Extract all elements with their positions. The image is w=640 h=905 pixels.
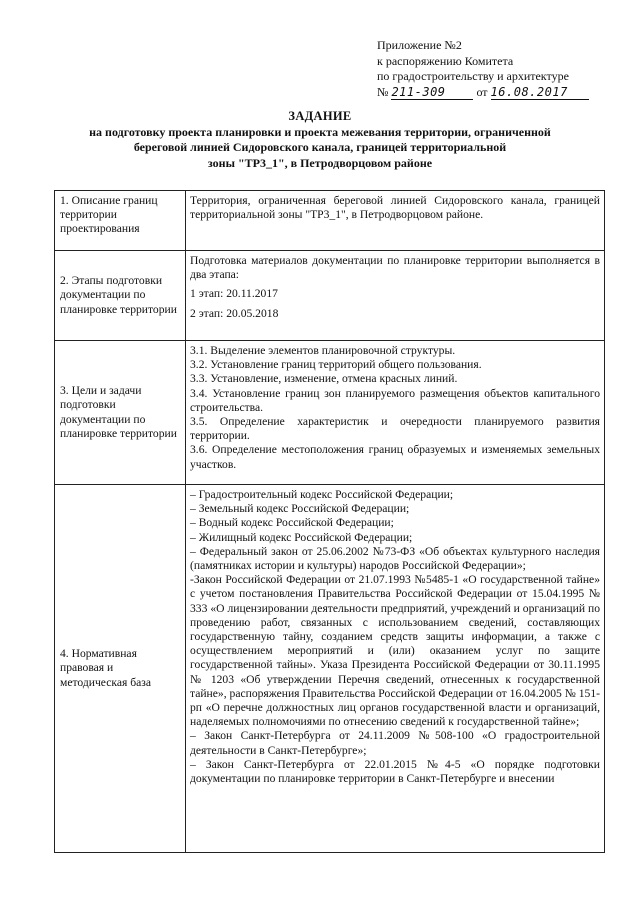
row-content (186, 485, 605, 853)
table-row (55, 191, 605, 251)
content-item: -Закон Российской Федерации от 21.07.1993 №5485-1 «О государственной тайне» с учетом постановления Правительства Российской Федерации от 15.04.1995 № 333 «О лицензировании деятельности предприятий, учреждений и организаций по проведению работ, связанных с использованием сведений, составляющих государственную тайну, созданием средств защиты информации, а также с осуществлением мероприятий и (или) оказанием услуг по защите государственной тайны». Указа Президента Российской Федерации от 30.11.1995 № 1203 «Об утверждении Перечня сведений, отнесенных к государственной тайне», распоряжения Правительства Российской Федерации от 16.04.2005 № 151-рп «О перечне должностных лиц органов государственной власти и организаций, наделяемых полномочиями по отнесению сведений к государственной тайне»; (190, 573, 600, 729)
number-prefix: № (377, 84, 389, 99)
row-content (186, 341, 605, 485)
content-item: 3.3. Установление, изменение, отмена красных линий. (190, 372, 458, 386)
appendix-line-3: по градостроительству и архитектуре (377, 69, 569, 83)
appendix-line-2: к распоряжению Комитета (377, 53, 514, 68)
content-item: 3.4. Установление границ зон планируемого размещения объектов капитального строительства. (190, 386, 600, 414)
task-table (54, 190, 605, 853)
appendix-number-line (377, 85, 617, 101)
date-prefix: от (476, 84, 488, 99)
content-paragraph: Подготовка материалов документации по планировке территории выполняется в два этапа: (190, 254, 600, 282)
content-paragraph: Территория, ограниченная береговой линией Сидоровского канала, границей территориальной зоны "ТР3_1", в Петродворцовом районе. (190, 194, 600, 222)
content-item: – Федеральный закон от 25.06.2002 №73-ФЗ «Об объектах культурного наследия (памятниках истории и культуры) народов Российской Федерации»; (190, 544, 600, 573)
title-main: ЗАДАНИЕ (288, 109, 352, 123)
appendix-line-1: Приложение №2 (377, 38, 462, 52)
content-item: – Водный кодекс Российской Федерации; (190, 516, 394, 530)
row-label: 3. Цели и задачи подготовки документации по планировке территории (55, 341, 186, 485)
title-line-1: на подготовку проекта планировки и проекта межевания территории, ограниченной (89, 124, 551, 139)
content-item: – Закон Санкт-Петербурга от 24.11.2009 №508-100 «О градостроительной деятельности в Санкт-Петербурге»; (190, 729, 600, 757)
handwritten-date: 16.08.2017 (491, 86, 589, 100)
title-line-2: береговой линией Сидоровского канала, границей территориальной (133, 140, 507, 154)
table-row (55, 251, 605, 341)
content-item: – Градостроительный кодекс Российской Федерации; (190, 488, 454, 501)
appendix-block (377, 38, 617, 100)
row-label: 1. Описание границ территории проектирования (55, 191, 186, 251)
content-paragraph: 2 этап: 20.05.2018 (190, 306, 279, 320)
title-line-3: зоны "ТР3_1", в Петродворцовом районе (207, 155, 433, 170)
content-item: – Закон Санкт-Петербурга от 22.01.2015 №4-5 «О порядке подготовки документации по планировке территории в Санкт-Петербурге и внесении (190, 757, 600, 786)
content-item: 3.1. Выделение элементов планировочной структуры. (190, 344, 456, 357)
row-content (186, 191, 605, 251)
content-item: 3.2. Установление границ территорий общего пользования. (190, 358, 482, 372)
document-title (60, 109, 580, 171)
handwritten-number: 211-309 (391, 86, 473, 100)
table-row (55, 341, 605, 485)
row-label: 4. Нормативная правовая и методическая база (55, 485, 186, 853)
content-item: – Жилищный кодекс Российской Федерации; (190, 530, 413, 544)
row-content (186, 251, 605, 341)
content-paragraph: 1 этап: 20.11.2017 (190, 287, 278, 301)
row-label: 2. Этапы подготовки документации по планировке территории (55, 251, 186, 341)
content-item: 3.5. Определение характеристик и очередности планируемого развития территории. (190, 415, 600, 443)
table-row (55, 485, 605, 853)
content-item: 3.6. Определение местоположения границ образуемых и изменяемых земельных участков. (190, 443, 600, 471)
content-item: – Земельный кодекс Российской Федерации; (190, 502, 410, 516)
